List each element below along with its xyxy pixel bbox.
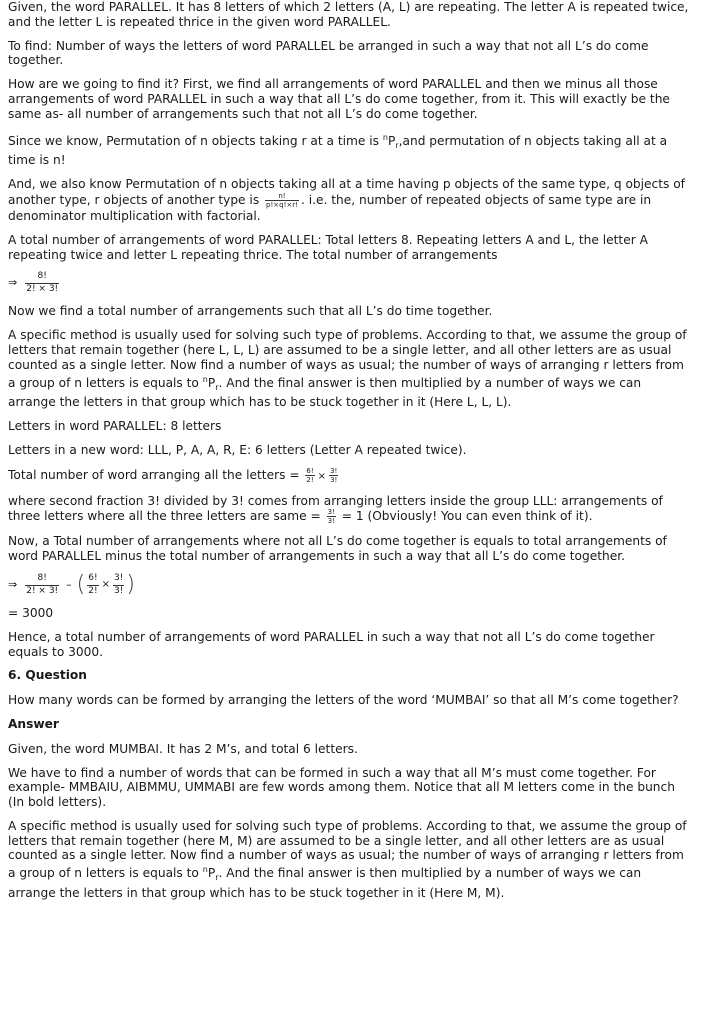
npr-superscript-n: n — [202, 865, 208, 875]
paragraph-letters-new-word: Letters in a new word: LLL, P, A, A, R, E: 6 letters (Letter A repeated twice). — [8, 442, 467, 457]
fraction-3-over-3 — [113, 573, 124, 597]
paragraph-where-second-fraction — [8, 494, 692, 526]
fraction-3-over-3 — [329, 467, 338, 484]
right-parenthesis: ) — [126, 571, 135, 597]
paragraph-given-parallel: Given, the word PARALLEL. It has 8 letters of which 2 letters (A, L) are repeating. The letter A is repeated twice, and the letter L is repeated thrice in the given word PARALLEL. — [8, 0, 689, 29]
fraction-denominator: 3! — [113, 585, 124, 596]
fraction-denominator: 2! × 3! — [26, 284, 59, 295]
paragraph-total-parallel: A total number of arrangements of word PARALLEL: Total letters 8. Repeating letters A and L, the letter A repeating twice and letter L repeating thrice. The total number of arrangements — [8, 232, 648, 262]
paragraph-since — [8, 131, 692, 169]
fraction-numerator: 6! — [306, 466, 314, 475]
fraction-numerator: 8! — [37, 271, 47, 282]
equation-difference — [8, 573, 692, 597]
where-second-text-1: where second fraction 3! divided by 3! comes from arranging letters inside the group LLL: arrangements of three letters where all the three letters are same = — [8, 493, 663, 524]
fraction-numerator: n! — [278, 191, 286, 200]
fraction-numerator: 6! — [88, 572, 98, 583]
specific-mm-text-1: A specific method is usually used for solving such type of problems. According to that, we assume the group of letters that remain together (here M, M) are assumed to be a single letter, and all other letters are as usual counted as a single letter. Now find a number of ways as usual; the number of ways of arranging r letters from a group of n letters is equals to — [8, 818, 687, 881]
fraction-3-over-3 — [327, 508, 336, 525]
implies-arrow: ⇒ — [8, 275, 18, 289]
times-sign: × — [101, 578, 110, 590]
also-text-after: . i.e. the, number of repeated objects of same type are in denominator multiplication with factorial. — [8, 192, 652, 223]
paragraph-specific-method-mm — [8, 819, 692, 901]
also-text-before: And, we also know Permutation of n objects taking all at a time having p objects of the same type, q objects of another type, r objects of another type is — [8, 177, 685, 207]
npr-subscript-r: r — [215, 873, 219, 883]
fraction-denominator: 3! — [330, 475, 338, 484]
fraction-denominator: p!×q!×r! — [266, 200, 298, 209]
paragraph-also-know — [8, 177, 692, 224]
paragraph-result: = 3000 — [8, 605, 54, 620]
paragraph-letters-parallel: Letters in word PARALLEL: 8 letters — [8, 419, 222, 434]
fraction-numerator: 8! — [37, 572, 47, 583]
fraction-6-over-2 — [305, 467, 314, 484]
paragraph-how: How are we going to find it? First, we find all arrangements of word PARALLEL and then we minus all those arrangements of word PARALLEL in such a way that all L’s do come together, from it. This will exactly be the same as- all number of arrangements such that not all L’s do come together. — [8, 77, 670, 121]
fraction-8-over-2x3 — [25, 573, 59, 597]
paragraph-hence: Hence, a total number of arrangements of word PARALLEL in such a way that not all L’s do come together equals to 3000. — [8, 629, 655, 659]
fraction-6-over-2 — [87, 573, 98, 597]
question-heading: 6. Question — [8, 668, 87, 683]
fraction-denominator: 2! — [88, 585, 98, 596]
paragraph-total-word-arranging — [8, 467, 692, 485]
npr-subscript-r: r — [215, 382, 219, 392]
since-text-before: Since we know, Permutation of n objects taking r at a time is — [8, 133, 383, 148]
since-text-after: and permutation of n objects taking all at a time is n! — [8, 133, 668, 168]
paragraph-to-find: To find: Number of ways the letters of word PARALLEL be arranged in such a way that not all L’s do come together. — [8, 38, 649, 68]
fraction-numerator: 3! — [327, 508, 335, 517]
npr-superscript-n: n — [202, 374, 208, 384]
implies-arrow: ⇒ — [8, 577, 18, 591]
question-text: How many words can be formed by arranging the letters of the word ‘MUMBAI’ so that all M’s come together? — [8, 693, 679, 708]
npr-p: P — [207, 866, 216, 881]
fraction-denominator: 2! — [306, 475, 314, 484]
fraction-numerator: 3! — [330, 466, 338, 475]
paragraph-now-total: Now, a Total number of arrangements where not all L’s do come together is equals to total arrangements of word PARALLEL minus the total number of arrangements in such a way that all L’s do come together. — [8, 534, 667, 564]
paragraph-we-have: We have to find a number of words that can be formed in such a way that all M’s must come together. For example- MMBAIU, AIBMMU, UMMABI are few words among them. Notice that all M letters come in the bunch (In bold letters). — [8, 765, 675, 810]
npr-comma: , — [398, 133, 403, 148]
npr-p: P — [387, 133, 396, 148]
fraction-8-over-2x3 — [25, 271, 59, 295]
specific-lll-text-2: . And the final answer is then multiplied by a number of ways we can arrange the letters in that group which has to be stuck together in it (Here L, L, L). — [8, 375, 642, 410]
answer-heading: Answer — [8, 716, 59, 731]
fraction-denominator: 2! × 3! — [26, 585, 59, 596]
paragraph-given-mumbai: Given, the word MUMBAI. It has 2 M’s, and total 6 letters. — [8, 741, 358, 756]
fraction-numerator: 3! — [113, 572, 124, 583]
fraction-denominator: 3! — [327, 517, 335, 526]
specific-mm-text-2: . And the final answer is then multiplied by a number of ways we can arrange the letters in that group which has to be stuck together in it (Here M, M). — [8, 866, 642, 901]
npr-superscript-n: n — [382, 132, 388, 142]
fraction-n-over-pqr — [265, 192, 299, 209]
minus-sign: – — [66, 577, 72, 591]
npr-p: P — [207, 375, 216, 390]
paragraph-now-find: Now we find a total number of arrangements such that all L’s do time together. — [8, 304, 493, 319]
paragraph-specific-method-lll — [8, 328, 692, 410]
left-parenthesis: ( — [76, 571, 86, 597]
specific-lll-text-1: A specific method is usually used for solving such type of problems. According to that, we assume the group of letters that remain together (here L, L, L) are assumed to be a single letter, and all other letters are as usual counted as a single letter. Now find a number of ways as usual; the number of ways of arranging r letters from a group of n letters is equals to — [8, 328, 687, 390]
total-word-arranging-text: Total number of word arranging all the letters = — [8, 467, 304, 482]
times-sign: × — [317, 470, 327, 482]
where-second-text-2: = 1 (Obviously! You can even think of it). — [337, 509, 593, 524]
npr-subscript-r: r — [395, 140, 399, 150]
equation-total-arrangements — [8, 271, 692, 295]
